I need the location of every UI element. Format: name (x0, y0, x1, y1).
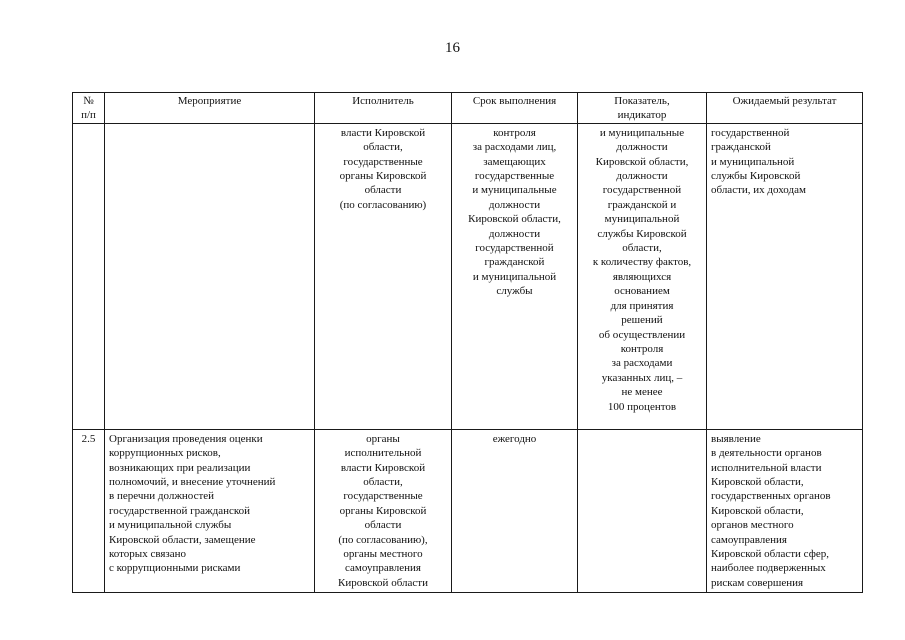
cell-text-line: за расходами лиц, (472, 141, 557, 154)
header-result (707, 93, 863, 124)
cell-text-line: власти Кировской (340, 461, 426, 474)
header-deadline (452, 93, 578, 124)
cell-text-line: исполнительной (344, 447, 422, 460)
cell-text-line: выявление (711, 432, 761, 445)
cell-text-line: и муниципальной (472, 270, 557, 283)
cell-text-line: контроля (620, 342, 664, 355)
cell-text-line: и муниципальные (599, 126, 685, 139)
cell-text-line: полномочий, и внесение уточнений (109, 476, 276, 489)
cell-text-line: должности (488, 227, 541, 240)
cell-text-line: должности (616, 141, 668, 154)
cell-text-line: государственные (474, 170, 555, 183)
cell-text-line: власти Кировской (340, 126, 426, 139)
cell-text-line: рискам совершения (711, 576, 804, 589)
cell-text-line: Показатель, (614, 95, 670, 107)
cell-text-line: в перечни должностей (109, 490, 215, 503)
cell-text-line: Исполнитель (352, 95, 414, 107)
cell-text-line: области (364, 519, 402, 532)
cell-result (707, 429, 863, 592)
cell-text-line: об осуществлении (598, 328, 686, 341)
cell-indicator (578, 123, 707, 429)
cell-executor (315, 123, 452, 429)
cell-text-line: (по согласованию), (338, 533, 428, 546)
cell-text-line: гражданской и (607, 198, 677, 211)
header-row (73, 93, 863, 124)
cell-text-line: 100 процентов (607, 400, 677, 413)
cell-text-line: Кировской области, (468, 213, 561, 226)
cell-activity (105, 123, 315, 429)
cell-text-line: Кировской области сфер, (711, 548, 829, 561)
cell-deadline (452, 429, 578, 592)
cell-text-line: области, (363, 141, 403, 154)
cell-text-line: Организация проведения оценки (109, 432, 263, 445)
cell-text-line: Кировской области, (711, 504, 804, 517)
cell-text-line: государственной (475, 242, 554, 255)
cell-text-line: контроля (493, 126, 536, 139)
cell-text-line: указанных лиц, – (601, 371, 683, 384)
cell-text-line: являющихся (612, 270, 672, 283)
cell-text-line: службы Кировской (597, 227, 687, 240)
cell-text-line: с коррупционными рисками (109, 562, 241, 575)
cell-text-line: (по согласованию) (339, 198, 427, 211)
cell-text-line: должности (488, 198, 541, 211)
header-activity (105, 93, 315, 124)
cell-text-line: самоуправления (711, 533, 787, 546)
cell-text-line: исполнительной власти (711, 461, 822, 474)
cell-text-line: в деятельности органов (711, 447, 822, 460)
cell-text-line: муниципальной (604, 213, 680, 226)
page-number: 16 (445, 40, 460, 56)
header-number (73, 93, 105, 124)
cell-text-line: ежегодно (492, 432, 537, 445)
cell-text-line: за расходами (611, 357, 673, 370)
table-row (73, 429, 863, 592)
cell-text-line: Кировской области (338, 576, 428, 589)
cell-text-line: государственные (343, 490, 423, 503)
cell-result (707, 123, 863, 429)
cell-text-line: коррупционных рисков, (109, 447, 221, 460)
cell-text-line: органы Кировской (339, 170, 427, 183)
cell-text-line: области (364, 184, 402, 197)
header-indicator (578, 93, 707, 124)
cell-text-line: Мероприятие (177, 95, 242, 107)
cell-text-line: государственных органов (711, 490, 831, 503)
cell-text-line: органы (366, 432, 400, 445)
cell-text-line: государственной (711, 126, 790, 139)
cell-text-line: органы местного (343, 548, 423, 561)
cell-text-line: к количеству фактов, (592, 256, 692, 269)
cell-text-line: решений (621, 314, 663, 327)
cell-text-line: которых связано (109, 548, 187, 561)
cell-text-line: замещающих (483, 155, 546, 168)
cell-text-line: службы (496, 285, 533, 298)
cell-executor (315, 429, 452, 592)
cell-text-line: органов местного (711, 519, 794, 532)
cell-text-line: и муниципальные (472, 184, 557, 197)
cell-text-line: Кировской области, замещение (109, 533, 256, 546)
cell-text-line: не менее (621, 386, 663, 399)
cell-text-line: области, (363, 476, 403, 489)
cell-text-line: для принятия (610, 299, 674, 312)
cell-text-line: Кировской области, (595, 155, 689, 168)
cell-text-line: и муниципальной службы (109, 519, 232, 532)
cell-text-line: государственной гражданской (109, 504, 251, 517)
cell-text-line: гражданской (484, 256, 545, 269)
cell-text-line: службы Кировской (711, 170, 801, 183)
cell-text-line: № (83, 95, 94, 107)
cell-text-line: и муниципальной (711, 155, 795, 168)
cell-text-line: органы Кировской (339, 504, 427, 517)
header-executor (315, 93, 452, 124)
cell-text-line: индикатор (617, 109, 667, 122)
cell-text-line: должности (616, 170, 668, 183)
cell-text-line: основанием (614, 285, 670, 298)
cell-text-line: области, их доходам (711, 184, 806, 197)
cell-text-line: п/п (81, 109, 96, 122)
cell-text-line: области, (622, 242, 662, 255)
cell-text-line: Срок выполнения (472, 95, 557, 107)
cell-text-line: возникающих при реализации (109, 461, 251, 474)
table-row (73, 123, 863, 429)
cell-text-line: Ожидаемый результат (732, 95, 837, 107)
cell-text-line: Кировской области, (711, 476, 804, 489)
cell-activity (105, 429, 315, 592)
cell-text-line: государственные (343, 155, 423, 168)
cell-number: 2.5 (73, 429, 105, 592)
cell-text-line: гражданской (711, 141, 771, 154)
cell-deadline (452, 123, 578, 429)
measures-table (72, 92, 863, 593)
cell-text-line: наиболее подверженных (711, 562, 826, 575)
cell-indicator (578, 429, 707, 592)
cell-text-line: государственной (602, 184, 682, 197)
cell-text-line: самоуправления (345, 562, 421, 575)
cell-number (73, 123, 105, 429)
